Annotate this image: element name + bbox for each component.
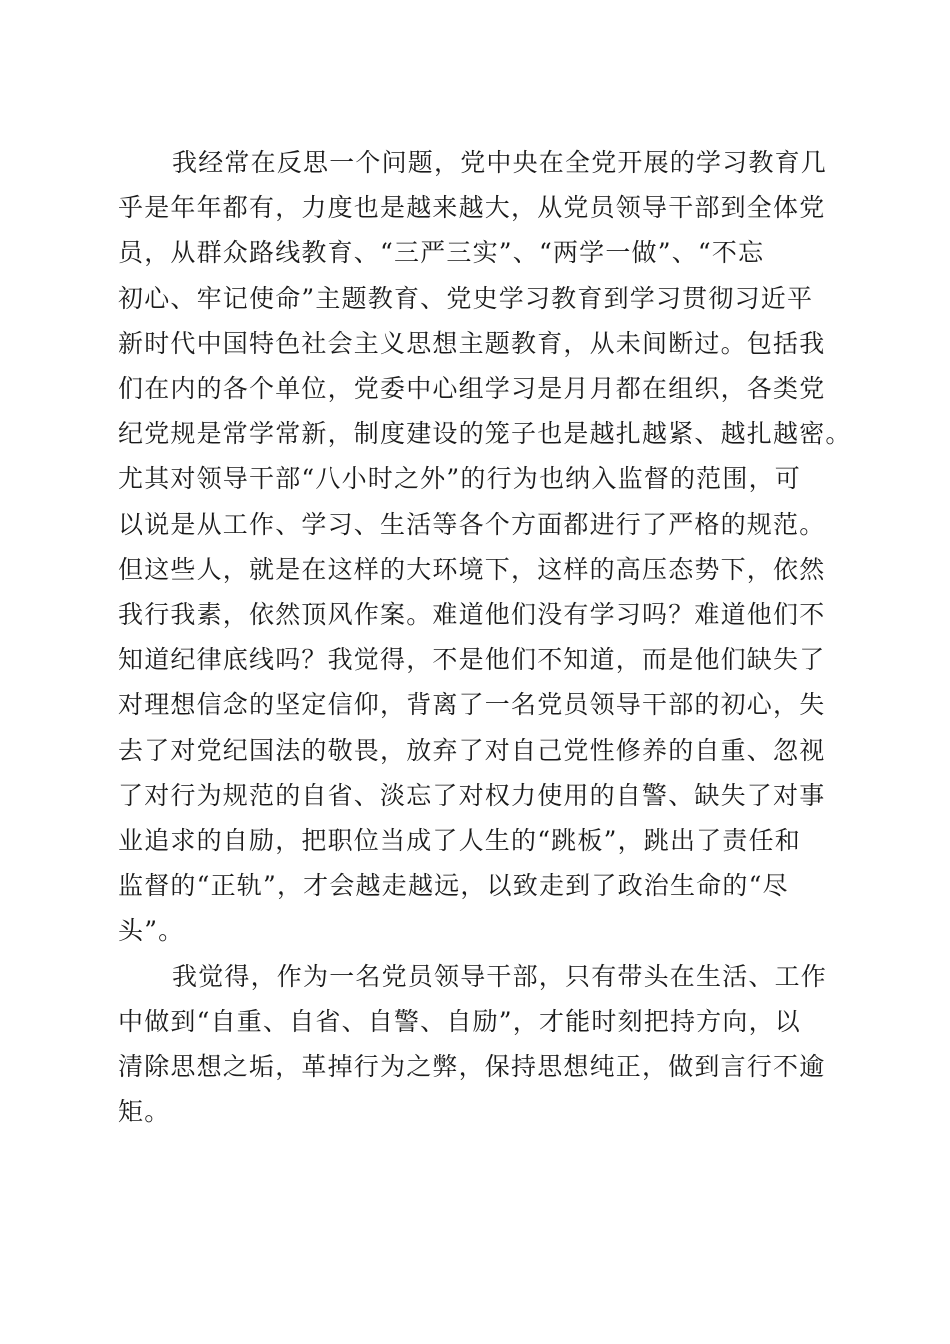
text-line: 初心、牢记使命”主题教育、党史学习教育到学习贯彻习近平 [118, 283, 814, 313]
text-line: 业追求的自励，把职位当成了人生的“跳板”，跳出了责任和 [118, 826, 801, 856]
paragraph-1 [118, 140, 852, 954]
text-line: 乎是年年都有，力度也是越来越大，从党员领导干部到全体党 [118, 193, 826, 223]
text-line: 尤其对领导干部“八小时之外”的行为也纳入监督的范围，可 [118, 464, 801, 494]
text-line: 清除思想之垢，革掉行为之弊，保持思想纯正，做到言行不逾 [118, 1052, 826, 1082]
text-line: 新时代中国特色社会主义思想主题教育，从未间断过。包括我 [118, 328, 826, 358]
paragraph-2 [118, 954, 828, 1135]
text-line: 但这些人，就是在这样的大环境下，这样的高压态势下，依然 [118, 554, 826, 584]
text-line: 对理想信念的坚定信仰，背离了一名党员领导干部的初心，失 [118, 690, 826, 720]
text-line: 中做到“自重、自省、自警、自励”，才能时刻把持方向，以 [118, 1006, 801, 1036]
text-line: 员，从群众路线教育、“三严三实”、“两学一做”、“不忘 [118, 238, 765, 268]
text-line: 纪党规是常学常新，制度建设的笼子也是越扎越紧、越扎越密。 [118, 419, 852, 449]
text-line: 我觉得，作为一名党员领导干部，只有带头在生活、工作 [172, 961, 828, 991]
text-line: 头”。 [118, 916, 185, 946]
text-line: 我行我素，依然顶风作案。难道他们没有学习吗？难道他们不 [118, 600, 826, 630]
text-line: 矩。 [118, 1097, 171, 1127]
text-line: 监督的“正轨”，才会越走越远，以致走到了政治生命的“尽 [118, 871, 789, 901]
text-line: 知道纪律底线吗？我觉得，不是他们不知道，而是他们缺失了 [118, 645, 826, 675]
text-line: 们在内的各个单位，党委中心组学习是月月都在组织，各类党 [118, 374, 826, 404]
text-line: 我经常在反思一个问题，党中央在全党开展的学习教育几 [172, 148, 828, 177]
text-line: 以说是从工作、学习、生活等各个方面都进行了严格的规范。 [118, 509, 826, 539]
text-line: 去了对党纪国法的敬畏，放弃了对自己党性修养的自重、忽视 [118, 735, 826, 765]
document-body [118, 140, 852, 1134]
text-line: 了对行为规范的自省、淡忘了对权力使用的自警、缺失了对事 [118, 780, 826, 810]
